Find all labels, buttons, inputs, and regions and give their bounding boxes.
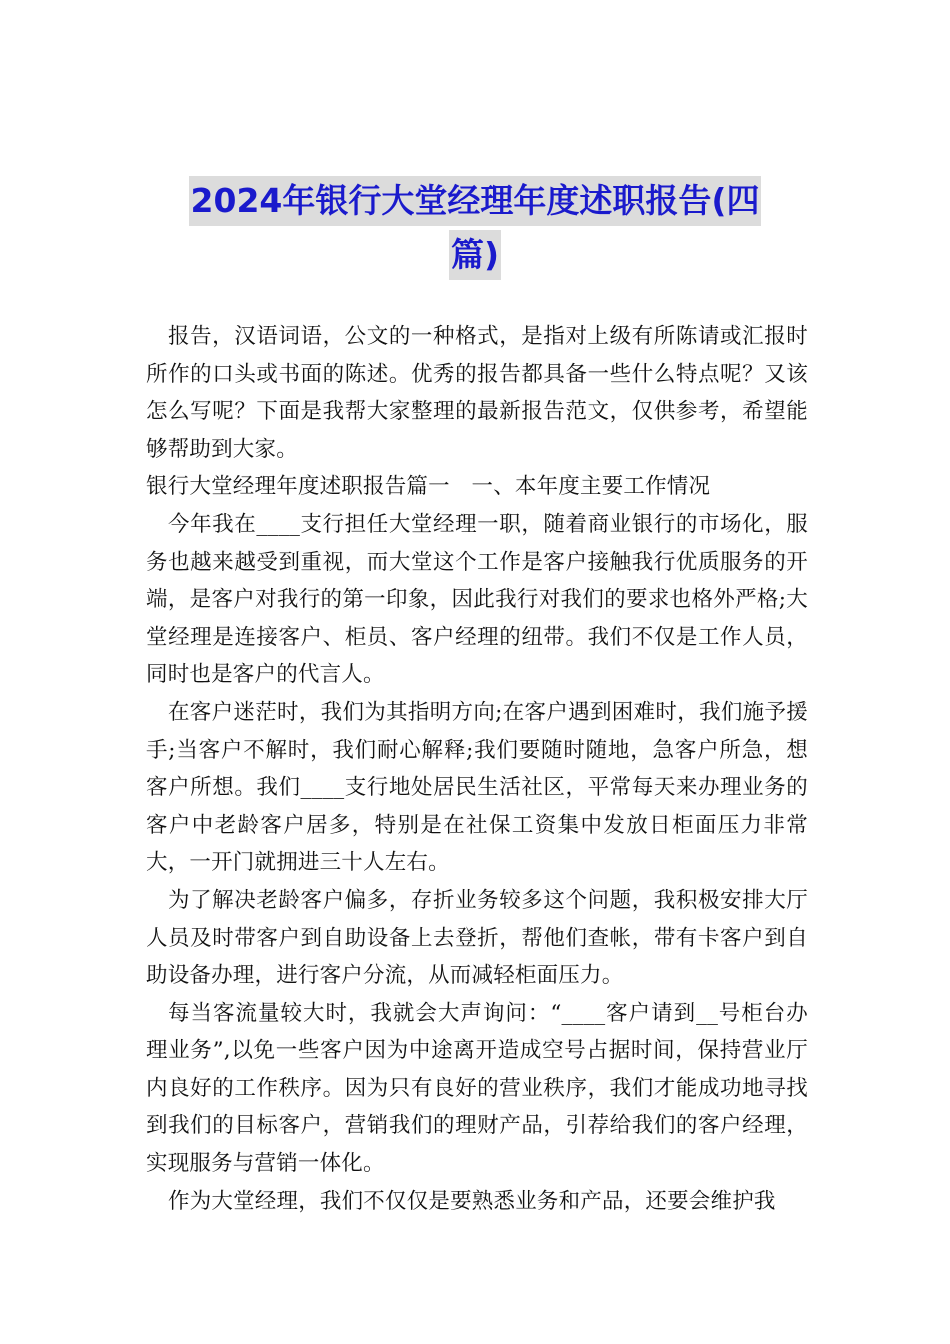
- paragraph: 在客户迷茫时，我们为其指明方向;在客户遇到困难时，我们施予援手;当客户不解时，我们耐心解释;我们要随时随地，急客户所急，想客户所想。我们____支行地处居民生活社区，平常每天来办理业务的客户中老龄客户居多，特别是在社保工资集中发放日柜面压力非常大，一开门就拥进三十人左右。: [146, 699, 808, 876]
- paragraph: 每当客流量较大时，我就会大声询问：“____客户请到__号柜台办理业务”,以免一些客户因为中途离开造成空号占据时间，保持营业厅内良好的工作秩序。因为只有良好的营业秩序，我们才能成功地寻找到我们的目标客户，营销我们的理财产品，引荐给我们的客户经理，实现服务与营销一体化。: [146, 1000, 808, 1177]
- document-title: [140, 176, 810, 280]
- paragraph-intro: 报告，汉语词语，公文的一种格式，是指对上级有所陈请或汇报时所作的口头或书面的陈述。优秀的报告都具备一些什么特点呢？又该怎么写呢？下面是我帮大家整理的最新报告范文，仅供参考，希望能够帮助到大家。: [146, 324, 808, 462]
- paragraph: 今年我在____支行担任大堂经理一职，随着商业银行的市场化，服务也越来越受到重视，而大堂这个工作是客户接触我行优质服务的开端，是客户对我行的第一印象，因此我行对我们的要求也格外严格;大堂经理是连接客户、柜员、客户经理的纽带。我们不仅是工作人员，同时也是客户的代言人。: [146, 511, 808, 688]
- section-heading: 银行大堂经理年度述职报告篇一 一、本年度主要工作情况: [146, 474, 711, 500]
- title-line-2: 篇): [449, 230, 501, 280]
- document-body: [146, 318, 808, 1220]
- paragraph: 为了解决老龄客户偏多，存折业务较多这个问题，我积极安排大厅人员及时带客户到自助设备上去登折，帮他们查帐，带有卡客户到自助设备办理，进行客户分流，从而减轻柜面压力。: [146, 887, 808, 989]
- title-line-1: 2024年银行大堂经理年度述职报告(四: [189, 176, 762, 226]
- paragraph: 作为大堂经理，我们不仅仅是要熟悉业务和产品，还要会维护我: [168, 1188, 776, 1214]
